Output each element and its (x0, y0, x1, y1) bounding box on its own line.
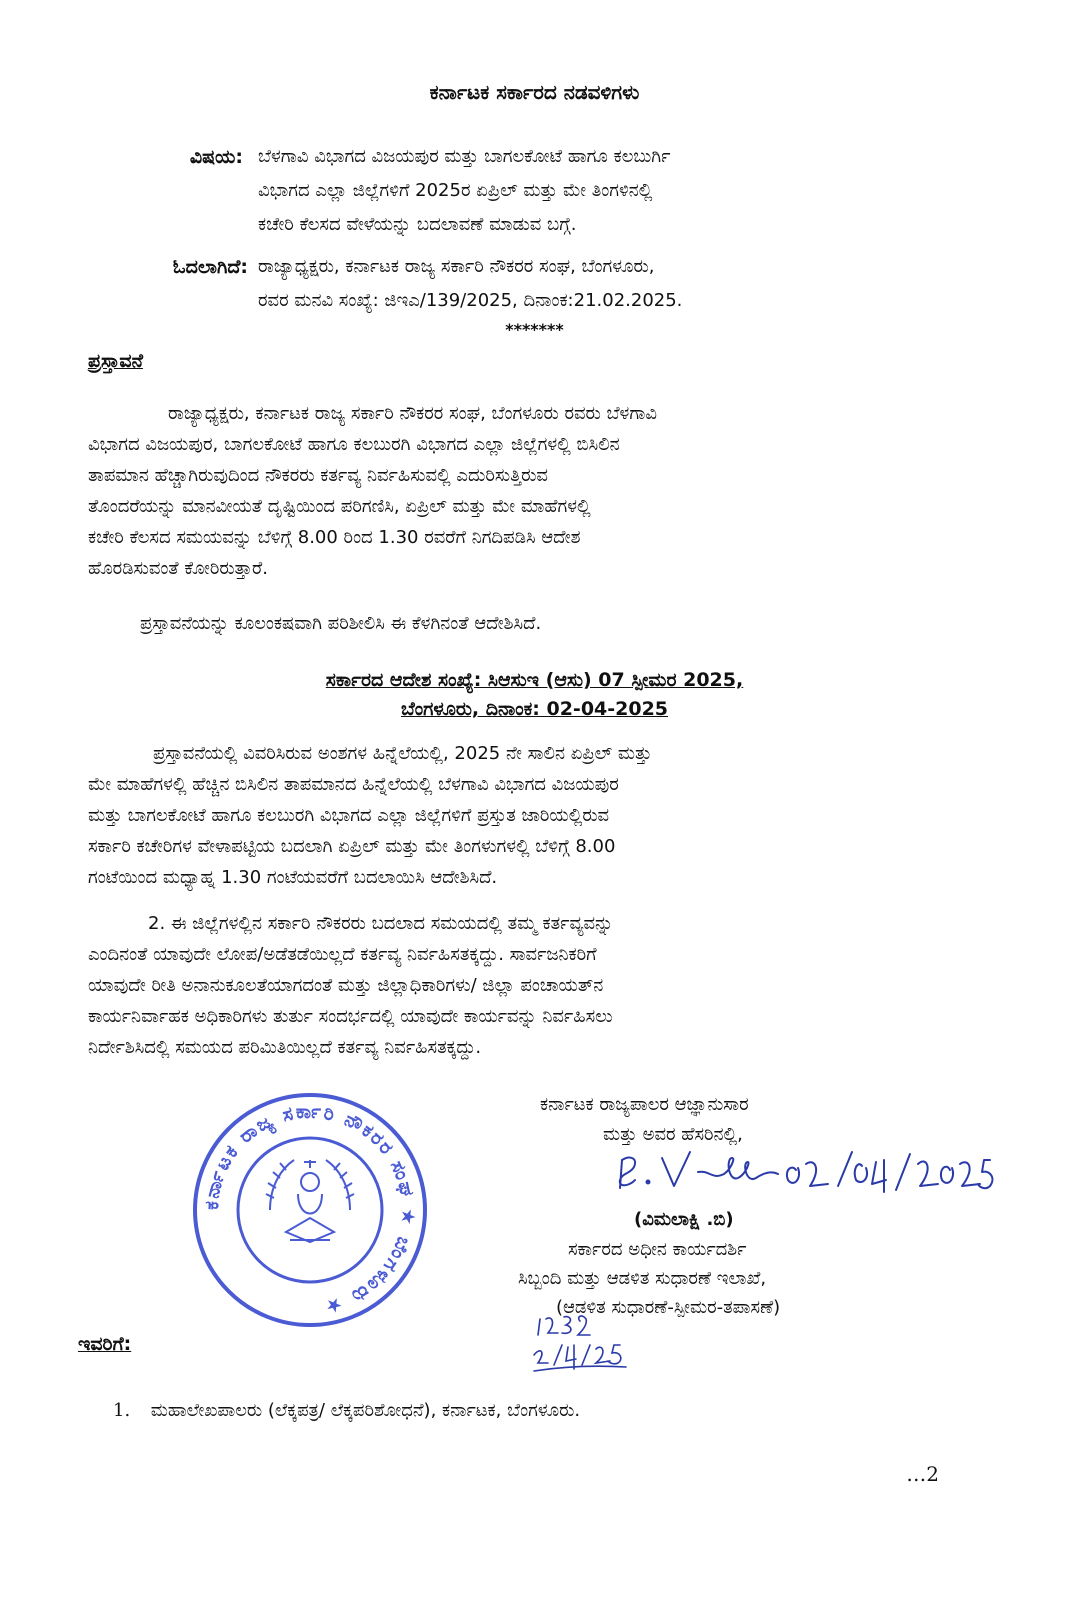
order-number: ಸರ್ಕಾರದ ಆದೇಶ ಸಂಖ್ಯೆ: ಸಿಆಸುಇ (ಆಸು) 07 ಸ್ಪೀಮರ 2025, (325, 669, 744, 691)
order-line: 2. ಈ ಜಿಲ್ಲೆಗಳಲ್ಲಿನ ಸರ್ಕಾರಿ ನೌಕರರು ಬದಲಾದ ಸಮಯದಲ್ಲಿ ತಮ್ಮ ಕರ್ತವ್ಯವನ್ನು (148, 913, 614, 934)
page-continuation: …2 (906, 1462, 939, 1486)
preamble-paragraph (88, 398, 948, 584)
read-line: ರವರ ಮನವಿ ಸಂಖ್ಯೆ: ಜಿಇಎ/139/2025, ದಿನಾಂಕ:21.02.2025. (258, 290, 683, 311)
preamble-line: ರಾಜ್ಯಾಧ್ಯಕ್ಷರು, ಕರ್ನಾಟಕ ರಾಜ್ಯ ಸರ್ಕಾರಿ ನೌಕರರ ಸಂಘ, ಬೆಂಗಳೂರು ರವರು ಬೆಳಗಾವಿ (168, 403, 658, 424)
order-line: ನಿರ್ದೇಶಿಸಿದಲ್ಲಿ ಸಮಯದ ಪರಿಮಿತಿಯಿಲ್ಲದೆ ಕರ್ತವ್ಯ ನಿರ್ವಹಿಸತಕ್ಕದ್ದು. (88, 1037, 482, 1058)
recipients-heading: ಇವರಿಗೆ: (78, 1333, 132, 1355)
read-block (0, 250, 1069, 320)
handwritten-initials (530, 1305, 630, 1375)
consider-line: ಪ್ರಸ್ತಾವನೆಯನ್ನು ಕೂಲಂಕಷವಾಗಿ ಪರಿಶೀಲಿಸಿ ಈ ಕೆಳಗಿನಂತೆ ಆದೇಶಿಸಿದೆ. (140, 613, 542, 634)
preamble-line: ಹೊರಡಿಸುವಂತೆ ಕೋರಿರುತ್ತಾರೆ. (88, 558, 268, 579)
association-seal (190, 1090, 430, 1330)
order-line: ಮೇ ಮಾಹೆಗಳಲ್ಲಿ ಹೆಚ್ಚಿನ ಬಿಸಿಲಿನ ತಾಪಮಾನದ ಹಿನ್ನೆಲೆಯಲ್ಲಿ ಬೆಳಗಾವಿ ವಿಭಾಗದ ವಿಜಯಪುರ (88, 774, 619, 795)
signatory-name: (ವಿಮಲಾಕ್ಷಿ .ಬಿ) (634, 1209, 734, 1230)
signatory-department: ಸಿಬ್ಬಂದಿ ಮತ್ತು ಆಡಳಿತ ಸುಧಾರಣೆ ಇಲಾಖೆ, (518, 1268, 767, 1289)
preamble-heading: ಪ್ರಸ್ತಾವನೆ (88, 350, 143, 372)
order-line: ಸರ್ಕಾರಿ ಕಚೇರಿಗಳ ವೇಳಾಪಟ್ಟಿಯ ಬದಲಾಗಿ ಏಪ್ರಿಲ್ ಮತ್ತು ಮೇ ತಿಂಗಳುಗಳಲ್ಲಿ ಬೆಳಿಗ್ಗೆ 8.00 (88, 836, 616, 857)
order-paragraph-1 (88, 738, 948, 893)
subject-text (258, 140, 958, 242)
order-line: ಗಂಟೆಯಿಂದ ಮಧ್ಯಾಹ್ನ 1.30 ಗಂಟೆಯವರೆಗೆ ಬದಲಾಯಿಸಿ ಆದೇಶಿಸಿದೆ. (88, 867, 498, 888)
preamble-line: ತೊಂದರೆಯನ್ನು ಮಾನವೀಯತೆ ದೃಷ್ಟಿಯಿಂದ ಪರಿಗಣಿಸಿ, ಏಪ್ರಿಲ್ ಮತ್ತು ಮೇ ಮಾಹೆಗಳಲ್ಲಿ (88, 496, 591, 517)
recipient-item (113, 1395, 933, 1426)
subject-line: ಬೆಳಗಾವಿ ವಿಭಾಗದ ವಿಜಯಪುರ ಮತ್ತು ಬಾಗಲಕೋಟೆ ಹಾಗೂ ಕಲಬುರ್ಗಿ (258, 146, 671, 167)
preamble-line: ಕಚೇರಿ ಕೆಲಸದ ಸಮಯವನ್ನು ಬೆಳಿಗ್ಗೆ 8.00 ರಿಂದ 1.30 ರವರೆಗೆ ನಿಗದಿಪಡಿಸಿ ಆದೇಶ (88, 527, 581, 548)
authority-line-2: ಮತ್ತು ಅವರ ಹೆಸರಿನಲ್ಲಿ, (603, 1124, 743, 1145)
order-line: ಮತ್ತು ಬಾಗಲಕೋಟೆ ಹಾಗೂ ಕಲಬುರಗಿ ವಿಭಾಗದ ಎಲ್ಲಾ ಜಿಲ್ಲೆಗಳಿಗೆ ಪ್ರಸ್ತುತ ಜಾರಿಯಲ್ಲಿರುವ (88, 805, 610, 826)
svg-text:ಕರ್ನಾಟಕ ರಾಜ್ಯ ಸರ್ಕಾರಿ ನೌಕರರ ಸಂ: ಕರ್ನಾಟಕ ರಾಜ್ಯ ಸರ್ಕಾರಿ ನೌಕರರ ಸಂಘ ★ ಬೆಂಗಳೂರು ★ (200, 1100, 420, 1319)
subject-label: ವಿಷಯ: (189, 146, 243, 168)
read-line: ರಾಜ್ಯಾಧ್ಯಕ್ಷರು, ಕರ್ನಾಟಕ ರಾಜ್ಯ ಸರ್ಕಾರಿ ನೌಕರರ ಸಂಘ, ಬೆಂಗಳೂರು, (258, 256, 655, 277)
order-line: ಯಾವುದೇ ರೀತಿ ಅನಾನುಕೂಲತೆಯಾಗದಂತೆ ಮತ್ತು ಜಿಲ್ಲಾಧಿಕಾರಿಗಳು/ ಜಿಲ್ಲಾ ಪಂಚಾಯತ್‌ನ (88, 975, 604, 996)
subject-line: ವಿಭಾಗದ ಎಲ್ಲಾ ಜಿಲ್ಲೆಗಳಿಗೆ 2025ರ ಏಪ್ರಿಲ್ ಮತ್ತು ಮೇ ತಿಂಗಳಿನಲ್ಲಿ (258, 180, 653, 201)
separator: ******* (505, 320, 564, 339)
handwritten-signature (600, 1140, 1000, 1210)
preamble-line: ವಿಭಾಗದ ವಿಜಯಪುರ, ಬಾಗಲಕೋಟೆ ಹಾಗೂ ಕಲಬುರಗಿ ವಿಭಾಗದ ಎಲ್ಲಾ ಜಿಲ್ಲೆಗಳಲ್ಲಿ ಬಿಸಿಲಿನ (88, 434, 620, 455)
order-line: ಪ್ರಸ್ತಾವನೆಯಲ್ಲಿ ವಿವರಿಸಿರುವ ಅಂಶಗಳ ಹಿನ್ನೆಲೆಯಲ್ಲಿ, 2025 ನೇ ಸಾಲಿನ ಏಪ್ರಿಲ್ ಮತ್ತು (153, 743, 652, 764)
order-line: ಕಾರ್ಯನಿರ್ವಾಹಕ ಅಧಿಕಾರಿಗಳು ತುರ್ತು ಸಂದರ್ಭದಲ್ಲಿ ಯಾವುದೇ ಕಾರ್ಯವನ್ನು ನಿರ್ವಹಿಸಲು (88, 1006, 613, 1027)
subject-line: ಕಚೇರಿ ಕೆಲಸದ ವೇಳೆಯನ್ನು ಬದಲಾವಣೆ ಮಾಡುವ ಬಗ್ಗೆ. (258, 214, 577, 235)
read-text (258, 250, 958, 318)
order-date: ಬೆಂಗಳೂರು, ದಿನಾಂಕ: 02-04-2025 (400, 698, 669, 720)
read-label: ಓದಲಾಗಿದೆ: (172, 256, 248, 278)
order-paragraph-2 (88, 908, 948, 1063)
recipient-text: ಮಹಾಲೇಖಪಾಲರು (ಲೆಕ್ಕಪತ್ರ/ ಲೆಕ್ಕಪರಿಶೋಧನೆ), ಕರ್ನಾಟಕ, ಬೆಂಗಳೂರು. (150, 1400, 581, 1421)
recipient-number: 1. (113, 1400, 131, 1421)
subject-block (0, 140, 1069, 250)
preamble-line: ತಾಪಮಾನ ಹೆಚ್ಚಾಗಿರುವುದಿಂದ ನೌಕರರು ಕರ್ತವ್ಯ ನಿರ್ವಹಿಸುವಲ್ಲಿ ಎದುರಿಸುತ್ತಿರುವ (88, 465, 548, 486)
signatory-designation: ಸರ್ಕಾರದ ಅಧೀನ ಕಾರ್ಯದರ್ಶಿ (568, 1239, 747, 1260)
signatory-section: (ಆಡಳಿತ ಸುಧಾರಣೆ-ಸ್ಪೀಮರ-ತಪಾಸಣೆ) (556, 1297, 781, 1318)
document-title: ಕರ್ನಾಟಕ ಸರ್ಕಾರದ ನಡವಳಿಗಳು (429, 80, 640, 104)
authority-line: ಕರ್ನಾಟಕ ರಾಜ್ಯಪಾಲರ ಆಜ್ಞಾನುಸಾರ (540, 1094, 749, 1115)
order-line: ಎಂದಿನಂತೆ ಯಾವುದೇ ಲೋಪ/ಅಡೆತಡೆಯಿಲ್ಲದೆ ಕರ್ತವ್ಯ ನಿರ್ವಹಿಸತಕ್ಕದ್ದು. ಸಾರ್ವಜನಿಕರಿಗೆ (88, 944, 597, 965)
